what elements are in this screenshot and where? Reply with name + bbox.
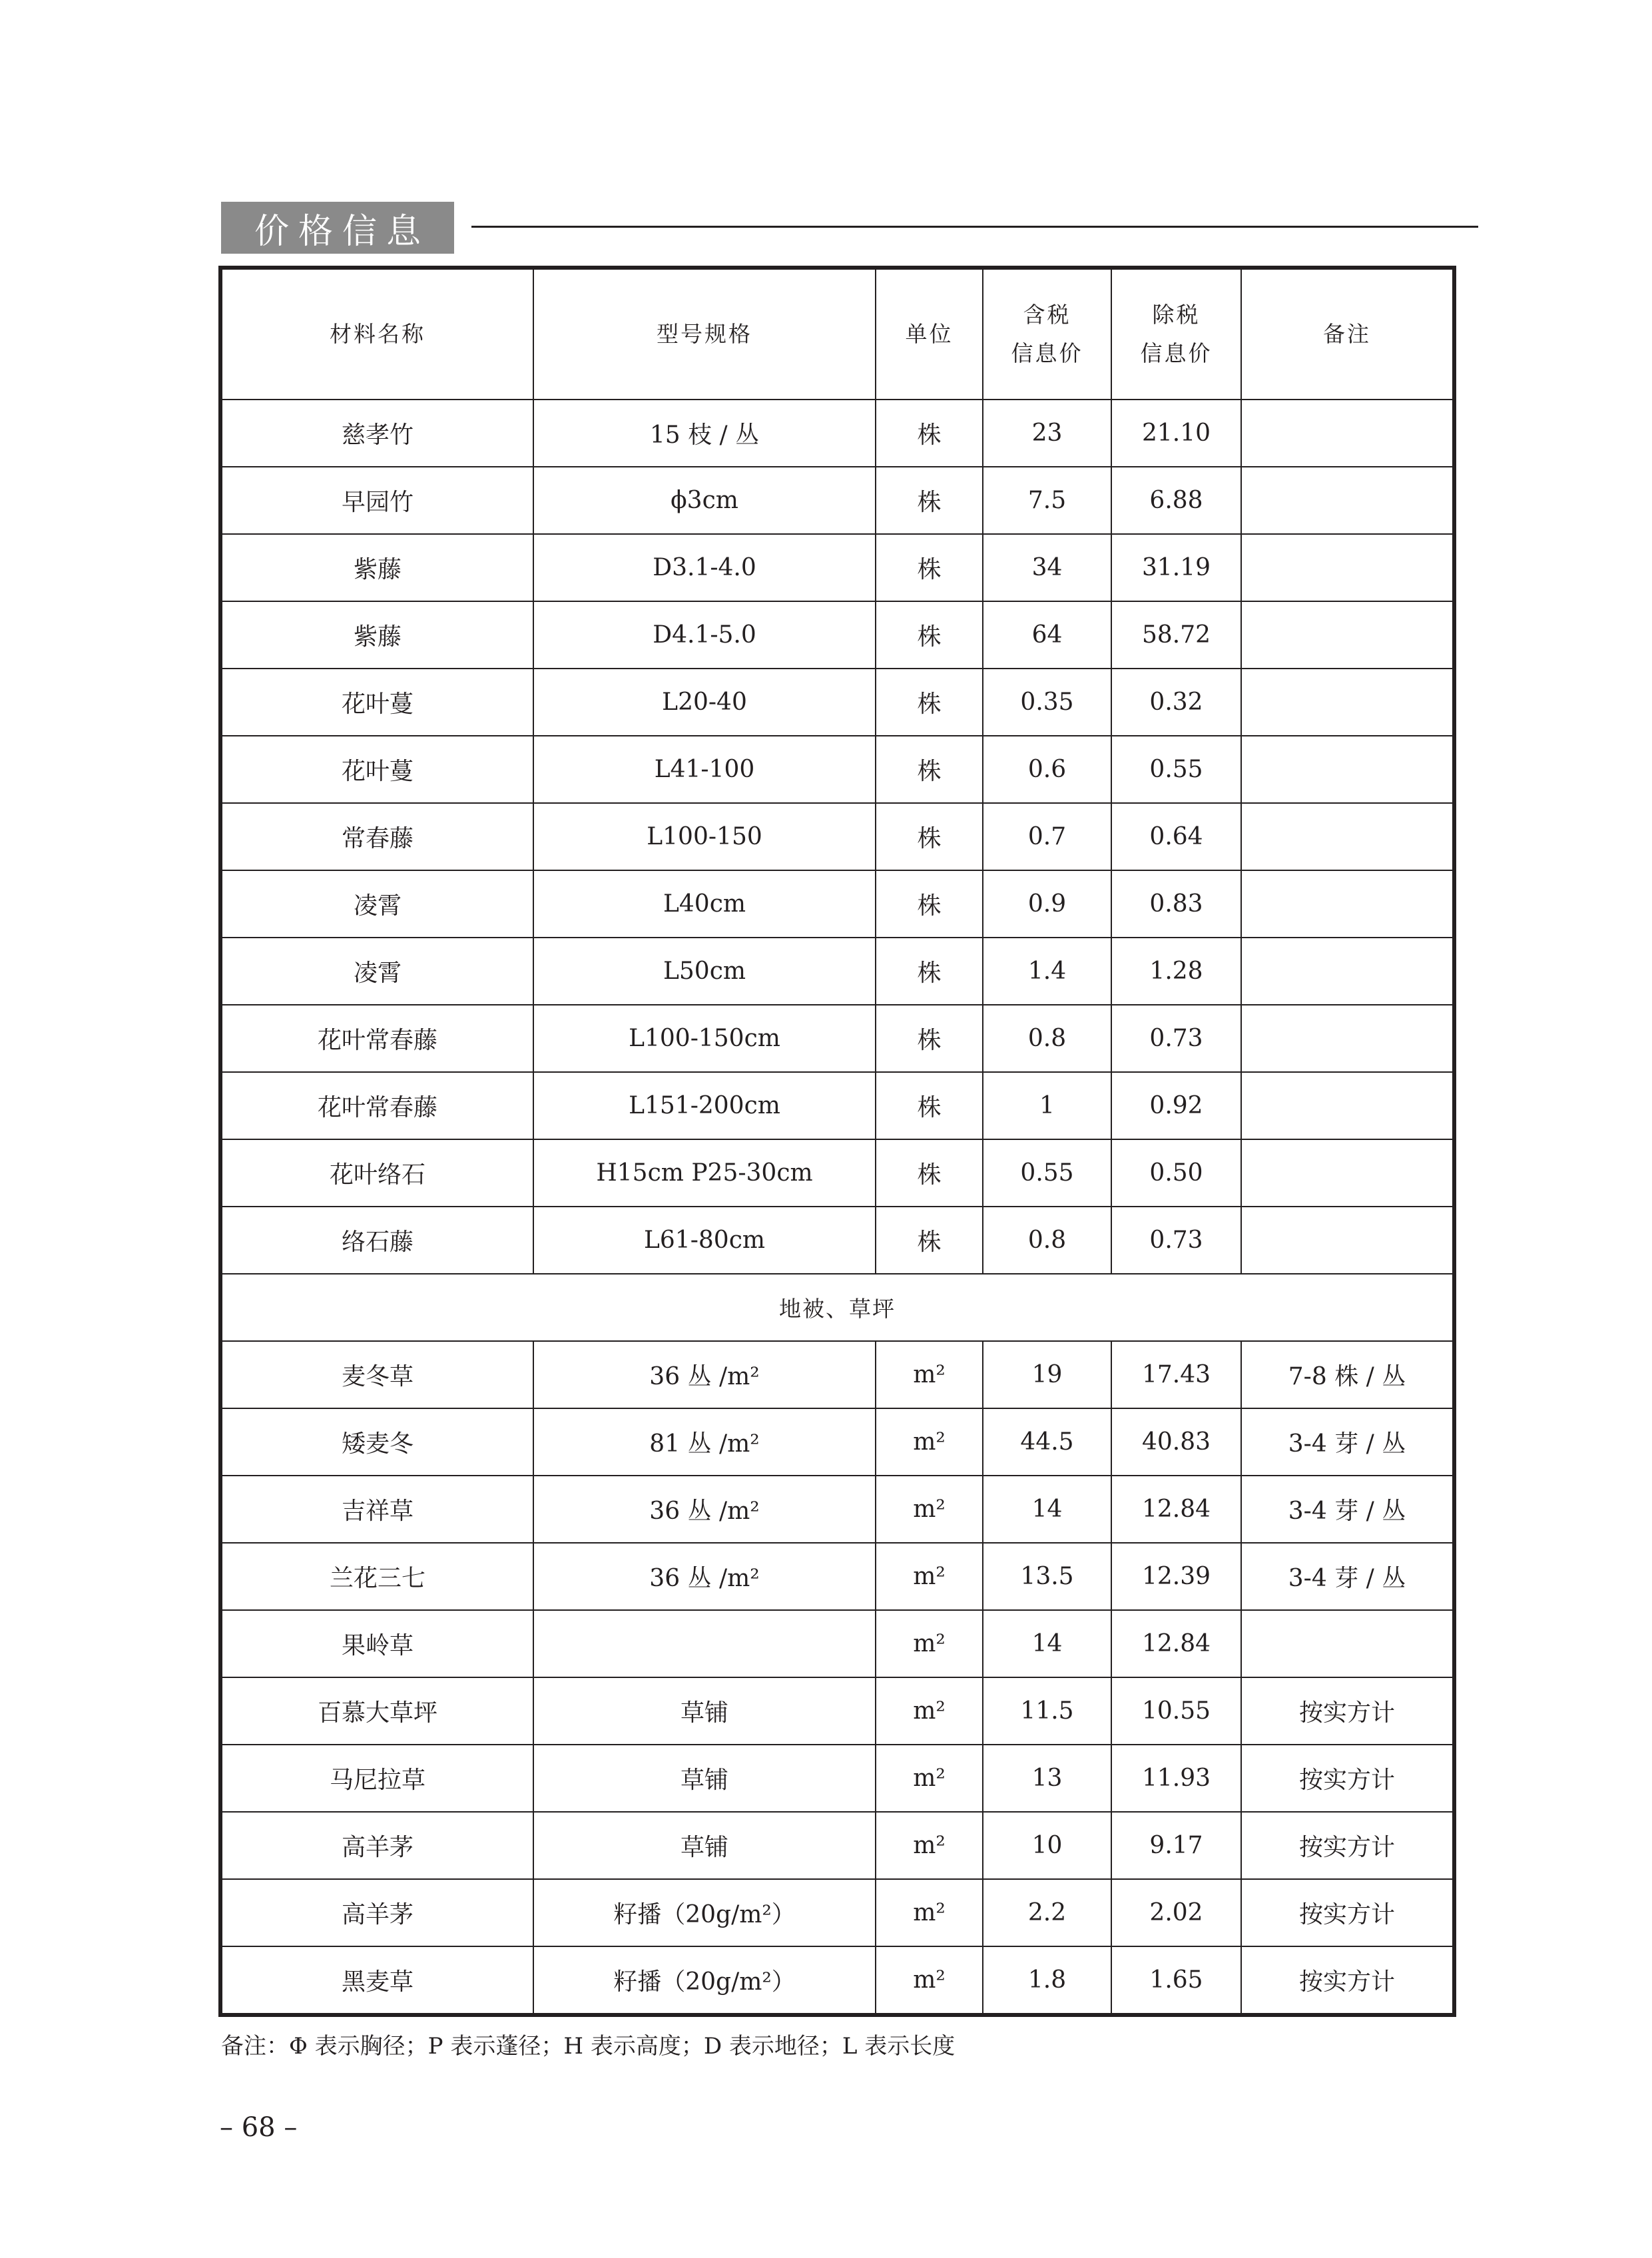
header-rule-divider [471,226,1478,228]
cell-price-tax: 10 [983,1812,1111,1879]
cell-unit: 株 [876,601,983,669]
col-header-unit: 单位 [876,268,983,400]
cell-spec: 草铺 [533,1677,876,1745]
cell-remark: 按实方计 [1241,1946,1454,2015]
col-header-price-tax [983,268,1111,400]
cell-price-tax: 23 [983,400,1111,467]
cell-unit: 株 [876,1207,983,1274]
cell-price-notax: 9.17 [1111,1812,1241,1879]
table-row [220,1543,1454,1610]
table-row [220,1005,1454,1072]
table-row [220,1408,1454,1476]
cell-remark: 3-4 芽 / 丛 [1241,1543,1454,1610]
col-header-price-notax [1111,268,1241,400]
table-row [220,1139,1454,1207]
cell-price-notax: 40.83 [1111,1408,1241,1476]
cell-price-notax: 0.73 [1111,1207,1241,1274]
cell-price-notax: 31.19 [1111,534,1241,601]
cell-spec: H15cm P25-30cm [533,1139,876,1207]
cell-name: 花叶蔓 [220,669,533,736]
cell-remark: 3-4 芽 / 丛 [1241,1476,1454,1543]
cell-price-tax: 1 [983,1072,1111,1139]
cell-price-notax: 12.84 [1111,1476,1241,1543]
cell-spec: 36 丛 /m² [533,1476,876,1543]
table-row [220,803,1454,870]
cell-remark: 按实方计 [1241,1677,1454,1745]
cell-name: 络石藤 [220,1207,533,1274]
cell-spec: 81 丛 /m² [533,1408,876,1476]
col-header-price-tax-line2: 信息价 [1011,340,1083,366]
cell-price-tax: 14 [983,1476,1111,1543]
cell-name: 花叶常春藤 [220,1072,533,1139]
table-row [220,467,1454,534]
col-header-price-tax-line1: 含税 [1023,302,1071,328]
cell-remark: 按实方计 [1241,1812,1454,1879]
table-row [220,669,1454,736]
cell-remark: 3-4 芽 / 丛 [1241,1408,1454,1476]
cell-spec: L50cm [533,938,876,1005]
cell-name: 百慕大草坪 [220,1677,533,1745]
cell-name: 凌霄 [220,870,533,938]
col-header-spec: 型号规格 [533,268,876,400]
cell-unit: m² [876,1812,983,1879]
table-row [220,1745,1454,1812]
table-row [220,400,1454,467]
cell-price-tax: 0.7 [983,803,1111,870]
cell-price-notax: 2.02 [1111,1879,1241,1946]
cell-name: 慈孝竹 [220,400,533,467]
table-row [220,1610,1454,1677]
cell-remark [1241,601,1454,669]
cell-price-tax: 1.8 [983,1946,1111,2015]
cell-price-notax: 0.55 [1111,736,1241,803]
table-row [220,1677,1454,1745]
cell-price-tax: 64 [983,601,1111,669]
cell-remark [1241,669,1454,736]
cell-name: 常春藤 [220,803,533,870]
cell-name: 紫藤 [220,601,533,669]
cell-price-notax: 17.43 [1111,1341,1241,1408]
cell-spec: L41-100 [533,736,876,803]
cell-price-notax: 12.39 [1111,1543,1241,1610]
section-header-label: 价格信息 [221,202,454,254]
cell-name: 兰花三七 [220,1543,533,1610]
cell-remark: 按实方计 [1241,1745,1454,1812]
cell-name: 高羊茅 [220,1812,533,1879]
table-row [220,534,1454,601]
table-row [220,1812,1454,1879]
cell-price-notax: 0.92 [1111,1072,1241,1139]
cell-price-tax: 0.8 [983,1207,1111,1274]
cell-unit: m² [876,1408,983,1476]
cell-spec: 36 丛 /m² [533,1341,876,1408]
table-footnote: 备注：Φ 表示胸径；P 表示蓬径；H 表示高度；D 表示地径；L 表示长度 [221,2033,956,2060]
cell-spec: ϕ3cm [533,467,876,534]
cell-price-tax: 34 [983,534,1111,601]
cell-price-notax: 0.73 [1111,1005,1241,1072]
section-title: 地被、草坪 [220,1274,1454,1341]
cell-unit: m² [876,1543,983,1610]
cell-remark [1241,534,1454,601]
cell-price-tax: 14 [983,1610,1111,1677]
cell-remark [1241,736,1454,803]
cell-spec: 籽播（20g/m²） [533,1946,876,2015]
cell-price-tax: 19 [983,1341,1111,1408]
cell-remark [1241,1610,1454,1677]
cell-remark [1241,467,1454,534]
cell-name: 花叶常春藤 [220,1005,533,1072]
cell-remark [1241,938,1454,1005]
cell-unit: 株 [876,400,983,467]
cell-price-tax: 0.35 [983,669,1111,736]
price-info-table [218,266,1456,2017]
cell-unit: m² [876,1610,983,1677]
table-row [220,1207,1454,1274]
cell-price-tax: 0.55 [983,1139,1111,1207]
table-row [220,1341,1454,1408]
cell-unit: 株 [876,870,983,938]
cell-spec: D4.1-5.0 [533,601,876,669]
page-number: – 68 – [220,2112,298,2143]
section-row [220,1274,1454,1341]
cell-price-tax: 2.2 [983,1879,1111,1946]
cell-name: 吉祥草 [220,1476,533,1543]
cell-price-tax: 11.5 [983,1677,1111,1745]
cell-remark [1241,1207,1454,1274]
cell-spec: 15 枝 / 丛 [533,400,876,467]
cell-unit: m² [876,1879,983,1946]
cell-price-notax: 0.83 [1111,870,1241,938]
cell-name: 黑麦草 [220,1946,533,2015]
cell-remark [1241,1005,1454,1072]
cell-price-notax: 0.64 [1111,803,1241,870]
cell-remark [1241,400,1454,467]
cell-spec: 草铺 [533,1745,876,1812]
cell-remark [1241,1072,1454,1139]
cell-remark [1241,870,1454,938]
cell-price-tax: 0.9 [983,870,1111,938]
cell-price-notax: 10.55 [1111,1677,1241,1745]
cell-spec: 36 丛 /m² [533,1543,876,1610]
col-header-name: 材料名称 [220,268,533,400]
cell-name: 凌霄 [220,938,533,1005]
cell-unit: 株 [876,938,983,1005]
cell-price-notax: 58.72 [1111,601,1241,669]
cell-spec: L61-80cm [533,1207,876,1274]
cell-name: 花叶络石 [220,1139,533,1207]
cell-unit: m² [876,1341,983,1408]
cell-price-notax: 1.28 [1111,938,1241,1005]
cell-spec [533,1610,876,1677]
cell-unit: 株 [876,1072,983,1139]
table-row [220,1476,1454,1543]
cell-spec: L40cm [533,870,876,938]
cell-name: 紫藤 [220,534,533,601]
table-row [220,736,1454,803]
cell-name: 麦冬草 [220,1341,533,1408]
cell-unit: 株 [876,534,983,601]
table-row [220,870,1454,938]
cell-remark [1241,803,1454,870]
cell-name: 花叶蔓 [220,736,533,803]
cell-spec: L100-150 [533,803,876,870]
cell-spec: L100-150cm [533,1005,876,1072]
cell-spec: D3.1-4.0 [533,534,876,601]
cell-price-notax: 0.50 [1111,1139,1241,1207]
table-header-row [220,268,1454,400]
table-row [220,601,1454,669]
cell-unit: m² [876,1946,983,2015]
cell-name: 高羊茅 [220,1879,533,1946]
cell-spec: L151-200cm [533,1072,876,1139]
cell-unit: m² [876,1677,983,1745]
cell-price-notax: 1.65 [1111,1946,1241,2015]
cell-price-tax: 0.6 [983,736,1111,803]
cell-price-tax: 44.5 [983,1408,1111,1476]
cell-price-notax: 6.88 [1111,467,1241,534]
cell-price-notax: 0.32 [1111,669,1241,736]
cell-unit: 株 [876,803,983,870]
cell-price-notax: 12.84 [1111,1610,1241,1677]
cell-name: 马尼拉草 [220,1745,533,1812]
cell-price-notax: 21.10 [1111,400,1241,467]
cell-unit: 株 [876,736,983,803]
cell-unit: 株 [876,1139,983,1207]
cell-price-tax: 13.5 [983,1543,1111,1610]
cell-unit: m² [876,1745,983,1812]
col-header-price-notax-line1: 除税 [1152,302,1201,328]
cell-price-tax: 0.8 [983,1005,1111,1072]
cell-unit: 株 [876,467,983,534]
table-row [220,1072,1454,1139]
cell-spec: 草铺 [533,1812,876,1879]
cell-remark: 7-8 株 / 丛 [1241,1341,1454,1408]
cell-price-notax: 11.93 [1111,1745,1241,1812]
cell-spec: L20-40 [533,669,876,736]
cell-name: 果岭草 [220,1610,533,1677]
col-header-price-notax-line2: 信息价 [1140,340,1213,366]
cell-spec: 籽播（20g/m²） [533,1879,876,1946]
col-header-remark: 备注 [1241,268,1454,400]
cell-remark [1241,1139,1454,1207]
cell-remark: 按实方计 [1241,1879,1454,1946]
cell-price-tax: 1.4 [983,938,1111,1005]
cell-unit: m² [876,1476,983,1543]
cell-price-tax: 13 [983,1745,1111,1812]
cell-unit: 株 [876,1005,983,1072]
cell-name: 早园竹 [220,467,533,534]
cell-price-tax: 7.5 [983,467,1111,534]
table-row [220,938,1454,1005]
table-row [220,1879,1454,1946]
cell-unit: 株 [876,669,983,736]
cell-name: 矮麦冬 [220,1408,533,1476]
table-row [220,1946,1454,2015]
